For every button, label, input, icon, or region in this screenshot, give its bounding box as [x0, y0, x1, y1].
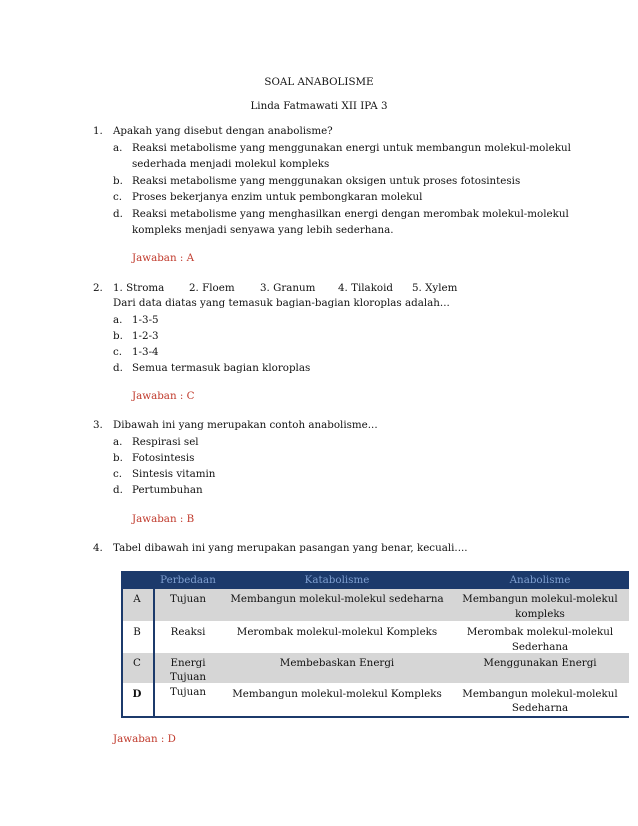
option-letter: c.	[113, 346, 123, 358]
question-number: 4.	[93, 542, 103, 554]
table-border	[121, 571, 123, 718]
row-label: C	[133, 657, 141, 669]
option-letter: d.	[113, 208, 123, 220]
answer-label: Jawaban : C	[132, 390, 195, 402]
list-item: 5. Xylem	[412, 282, 458, 294]
list-item: 3. Granum	[260, 282, 316, 294]
table-cell: Tujuan	[169, 593, 207, 605]
option-letter: a.	[113, 436, 123, 448]
row-label: B	[133, 626, 141, 638]
table-header-cell: Anabolisme	[509, 574, 571, 586]
question-number: 2.	[93, 282, 103, 294]
table-cell: Membangun molekul-molekul sedeharna	[230, 593, 444, 605]
option-letter: c.	[113, 191, 123, 203]
answer-label: Jawaban : B	[132, 513, 195, 525]
row-label: D	[132, 688, 142, 700]
question-text: Dari data diatas yang temasuk bagian-bagian kloroplas adalah...	[113, 297, 450, 309]
author-line: Linda Fatmawati XII IPA 3	[250, 100, 388, 112]
table-cell: Merombak molekul-molekul Kompleks	[236, 626, 438, 638]
question-number: 3.	[93, 419, 103, 431]
table-cell: Membangun molekul-molekul	[462, 593, 618, 605]
option-text: 1-2-3	[132, 330, 159, 342]
option-letter: b.	[113, 175, 123, 187]
option-text: 1-3-4	[132, 346, 159, 358]
option-text: Fotosintesis	[132, 452, 195, 464]
table-cell: Menggunakan Energi	[483, 657, 597, 669]
option-letter: d.	[113, 362, 123, 374]
table-header-cell: Katabolisme	[304, 574, 370, 586]
list-item: 4. Tilakoid	[338, 282, 394, 294]
table-cell: Reaksi	[170, 626, 206, 638]
list-item: 2. Floem	[189, 282, 235, 294]
option-letter: c.	[113, 468, 123, 480]
table-cell: Tujuan	[169, 671, 207, 683]
question-text: Apakah yang disebut dengan anabolisme?	[113, 125, 333, 137]
option-letter: a.	[113, 142, 123, 154]
table-cell: Membangun molekul-molekul Kompleks	[232, 688, 442, 700]
list-item: 1. Stroma	[113, 282, 165, 294]
table-cell: Sederhana	[511, 641, 569, 653]
table-cell: Membangun molekul-molekul	[462, 688, 618, 700]
option-letter: a.	[113, 314, 123, 326]
option-text-cont: kompleks menjadi senyawa yang lebih sederhana.	[132, 224, 394, 236]
table-cell: Tujuan	[169, 686, 207, 698]
table-cell: Energi	[170, 657, 206, 669]
question-text: Dibawah ini yang merupakan contoh anabolisme...	[113, 419, 378, 431]
question-number: 1.	[93, 125, 103, 137]
option-letter: b.	[113, 452, 123, 464]
row-label: A	[133, 593, 141, 605]
option-text: Reaksi metabolisme yang menggunakan oksigen untuk proses fotosintesis	[132, 175, 521, 187]
table-border	[153, 571, 155, 718]
option-text: Reaksi metabolisme yang menghasilkan energi dengan merombak molekul-molekul	[132, 208, 569, 220]
option-text: Sintesis vitamin	[132, 468, 216, 480]
question-text: Tabel dibawah ini yang merupakan pasangan yang benar, kecuali....	[113, 542, 468, 554]
comparison-table	[121, 571, 629, 718]
option-text: Pertumbuhan	[132, 484, 203, 496]
page-title: SOAL ANABOLISME	[264, 76, 374, 88]
option-text: Semua termasuk bagian kloroplas	[132, 362, 311, 374]
table-cell: Membebaskan Energi	[279, 657, 395, 669]
option-text-cont: sederhada menjadi molekul kompleks	[132, 158, 330, 170]
table-border	[121, 716, 629, 718]
option-text: Proses bekerjanya enzim untuk pembongkaran molekul	[132, 191, 423, 203]
option-text: Respirasi sel	[132, 436, 199, 448]
option-letter: d.	[113, 484, 123, 496]
table-cell: Merombak molekul-molekul	[466, 626, 614, 638]
table-cell: Sedeharna	[511, 702, 569, 714]
option-text: Reaksi metabolisme yang menggunakan energi untuk membangun molekul-molekul	[132, 142, 571, 154]
answer-label: Jawaban : A	[132, 252, 195, 264]
table-header-cell: Perbedaan	[160, 574, 216, 586]
table-cell: kompleks	[515, 608, 565, 620]
answer-label: Jawaban : D	[113, 733, 176, 745]
option-text: 1-3-5	[132, 314, 159, 326]
option-letter: b.	[113, 330, 123, 342]
